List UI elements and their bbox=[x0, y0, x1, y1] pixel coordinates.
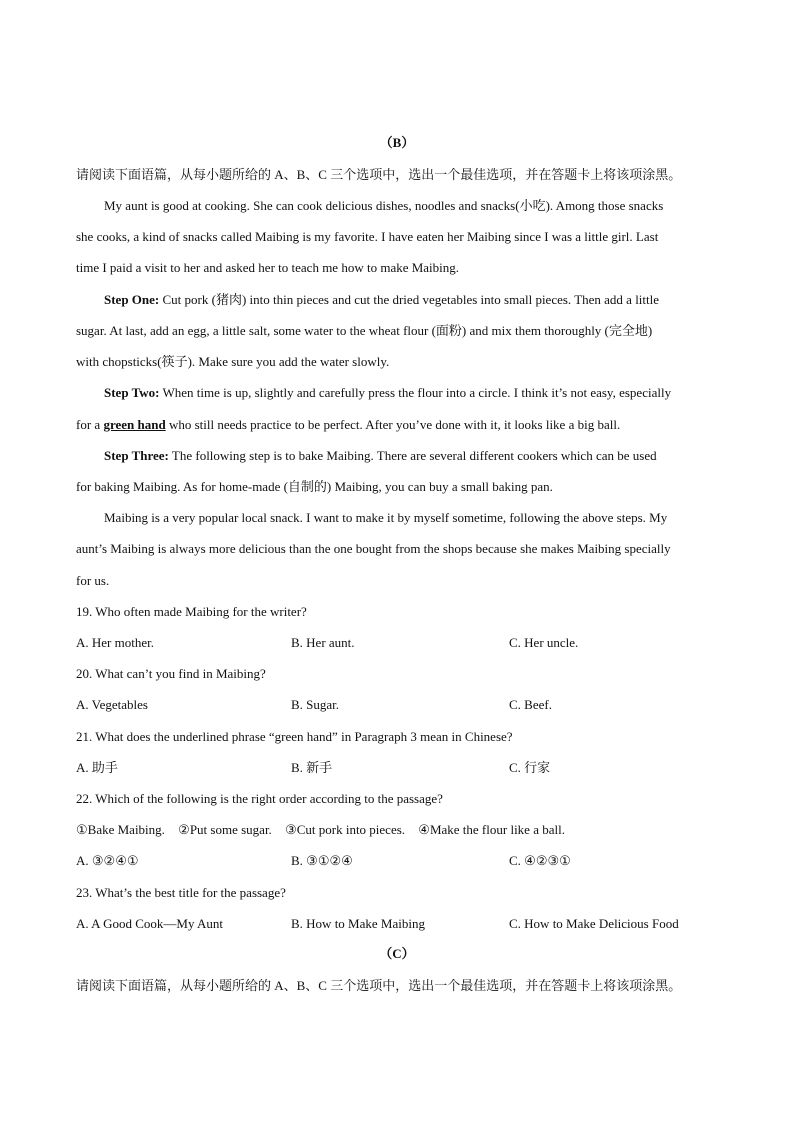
paragraph-1-line-3: time I paid a visit to her and asked her to teach me how to make Maibing. bbox=[76, 260, 460, 275]
q20-option-a: A. Vegetables bbox=[76, 697, 148, 712]
q19-option-a: A. Her mother. bbox=[76, 635, 154, 650]
q20-option-b: B. Sugar. bbox=[291, 697, 340, 712]
question-20: 20. What can’t you find in Maibing? bbox=[76, 666, 266, 681]
final-paragraph-line-2: aunt’s Maibing is always more delicious than the one bought from the shops because she makes Maibing specially bbox=[76, 541, 671, 556]
question-22: 22. Which of the following is the right order according to the passage? bbox=[76, 791, 443, 806]
step-two-line-2: for a green hand who still needs practice to be perfect. After you’ve done with it, it looks like a big ball. bbox=[76, 417, 621, 432]
q22-option-c: C. ④②③① bbox=[509, 853, 571, 868]
step-two-label: Step Two: bbox=[104, 385, 160, 400]
q19-option-c: C. Her uncle. bbox=[509, 635, 579, 650]
q22-option-b: B. ③①②④ bbox=[291, 853, 353, 868]
step-one-label: Step One: bbox=[104, 292, 160, 307]
step-one-line-3: with chopsticks(筷子). Make sure you add the water slowly. bbox=[76, 354, 390, 369]
final-paragraph-line-3: for us. bbox=[76, 573, 110, 588]
q21-option-c: C. 行家 bbox=[509, 760, 551, 775]
sequence-item-2: ②Put some sugar. bbox=[178, 822, 272, 837]
paragraph-1-line-1: My aunt is good at cooking. She can cook delicious dishes, noodles and snacks(小吃). Among those snacks bbox=[104, 198, 664, 213]
step-one-line-2: sugar. At last, add an egg, a little salt, some water to the wheat flour (面粉) and mix them thoroughly (完全地) bbox=[76, 323, 653, 338]
section-b-heading: （B） bbox=[379, 135, 415, 150]
step-three-line-1: Step Three: The following step is to bake Maibing. There are several different cookers which can be used bbox=[104, 448, 657, 463]
q21-option-a: A. 助手 bbox=[76, 760, 118, 775]
question-23: 23. What’s the best title for the passage? bbox=[76, 885, 286, 900]
q23-option-b: B. How to Make Maibing bbox=[291, 916, 425, 931]
sequence-item-1: ①Bake Maibing. bbox=[76, 822, 165, 837]
underlined-phrase: green hand bbox=[103, 417, 166, 432]
q20-option-c: C. Beef. bbox=[509, 697, 552, 712]
q23-option-c: C. How to Make Delicious Food bbox=[509, 916, 679, 931]
sequence-item-4: ④Make the flour like a ball. bbox=[418, 822, 565, 837]
q22-sequence bbox=[76, 822, 726, 838]
question-21: 21. What does the underlined phrase “green hand” in Paragraph 3 mean in Chinese? bbox=[76, 729, 513, 744]
final-paragraph-line-1: Maibing is a very popular local snack. I want to make it by myself sometime, following the above steps. My bbox=[104, 510, 668, 525]
q19-option-b: B. Her aunt. bbox=[291, 635, 355, 650]
question-19: 19. Who often made Maibing for the writer? bbox=[76, 604, 307, 619]
section-c-heading: （C） bbox=[379, 946, 415, 961]
q22-option-a: A. ③②④① bbox=[76, 853, 139, 868]
section-c-instruction: 请阅读下面语篇，从每小题所给的 A、B、C 三个选项中，选出一个最佳选项，并在答题卡上将该项涂黑。 bbox=[76, 978, 682, 993]
q21-option-b: B. 新手 bbox=[291, 760, 333, 775]
step-three-label: Step Three: bbox=[104, 448, 169, 463]
step-two-line-1: Step Two: When time is up, slightly and carefully press the flour into a circle. I think it’s not easy, especially bbox=[104, 385, 672, 400]
q23-option-a: A. A Good Cook—My Aunt bbox=[76, 916, 223, 931]
sequence-item-3: ③Cut pork into pieces. bbox=[285, 822, 406, 837]
section-b-instruction: 请阅读下面语篇，从每小题所给的 A、B、C 三个选项中，选出一个最佳选项，并在答题卡上将该项涂黑。 bbox=[76, 167, 682, 182]
paragraph-1-line-2: she cooks, a kind of snacks called Maibing is my favorite. I have eaten her Maibing since I was a little girl. Last bbox=[76, 229, 659, 244]
step-one-line-1: Step One: Cut pork (猪肉) into thin pieces and cut the dried vegetables into small pieces. Then add a little bbox=[104, 292, 660, 307]
step-three-line-2: for baking Maibing. As for home-made (自制的) Maibing, you can buy a small baking pan. bbox=[76, 479, 553, 494]
